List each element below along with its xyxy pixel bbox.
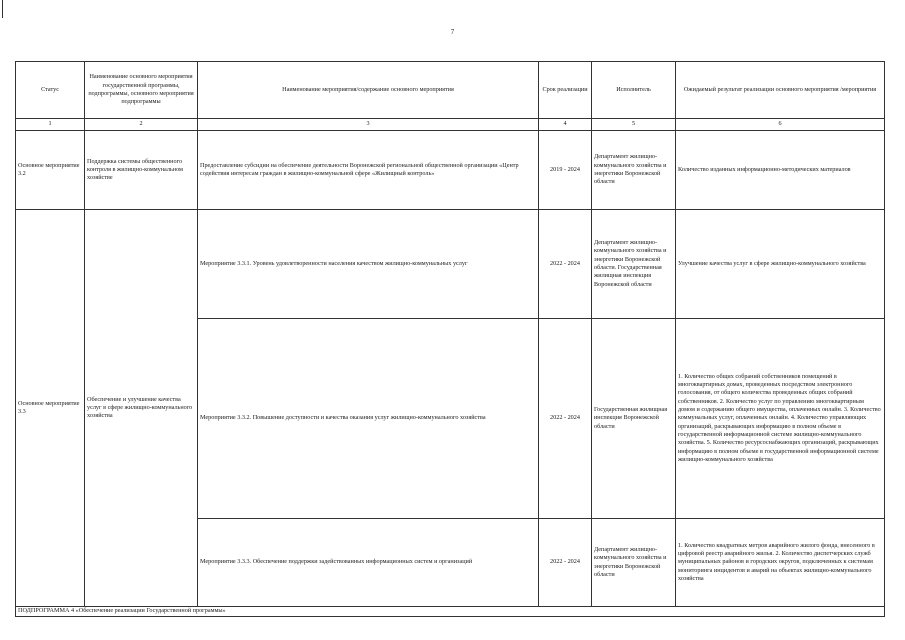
row-status: Основное мероприятие 3.2 [16, 131, 85, 210]
row-term: 2022 - 2024 [539, 210, 592, 319]
row-event: Предоставление субсидии на обеспечение деятельности Воронежской региональной общественной организации «Центр содействия интересам граждан в жилищно-коммунальной сфере «Жилищный контроль» [198, 131, 539, 210]
row-term: 2019 - 2024 [539, 131, 592, 210]
row-term: 2022 - 2024 [539, 319, 592, 519]
header-event-name: Наименование мероприятия/содержание основного мероприятия [198, 62, 539, 119]
row-term: 2022 - 2024 [539, 519, 592, 607]
header-executor: Исполнитель [592, 62, 676, 119]
column-number-row [16, 119, 885, 131]
group-program: Обеспечение и улучшение качества услуг в сфере жилищно-коммунального хозяйства [85, 210, 198, 607]
subprogram-title: ПОДПРОГРАММА 4 «Обеспечение реализации Государственной программы» [16, 607, 885, 617]
header-row [16, 62, 885, 119]
row-program: Поддержка системы общественного контроля в жилищно-коммунальном хозяйстве [85, 131, 198, 210]
activities-table [15, 61, 885, 617]
row-result: 1. Количество квадратных метров аварийного жилого фонда, внесенного в цифровой реестр аварийного жилья. 2. Количество диспетчерских служб муниципальных районов и городских округов, подключенных к системам мониторинга инцидентов и аварий на объектах жилищно-коммунального хозяйства [676, 519, 885, 607]
table-row [16, 210, 885, 319]
row-result: 1. Количество общих собраний собственников помещений в многоквартирных домах, проведенных посредством электронного голосования, от общего количества проведенных общих собраний собственников. 2. Количество услуг по управлению многоквартирным домом и содержанию общего имущества, оплаченных онлайн. 3. Количество коммунальных услуг, оплаченных онлайн. 4. Количество управляющих организаций, раскрывающих информацию в полном объеме в государственной информационной системе жилищно-коммунального хозяйства. 5. Количество ресурсоснабжающих организаций, раскрывающих информацию в полном объеме в государственной информационной системе жилищно-коммунального хозяйства [676, 319, 885, 519]
row-event: Мероприятие 3.3.2. Повышение доступности и качества оказания услуг жилищно-коммунального хозяйства [198, 319, 539, 519]
column-number: 2 [85, 119, 198, 131]
column-number: 5 [592, 119, 676, 131]
group-status: Основное мероприятие 3.3 [16, 210, 85, 607]
header-status: Статус [16, 62, 85, 119]
row-event: Мероприятие 3.3.1. Уровень удовлетворенности населения качеством жилищно-коммунальных услуг [198, 210, 539, 319]
page-number: 7 [450, 28, 455, 36]
row-event: Мероприятие 3.3.3. Обеспечение поддержки задействованных информационных систем и организаций [198, 519, 539, 607]
row-executor: Департамент жилищно-коммунального хозяйства и энергетики Воронежской области [592, 519, 676, 607]
row-executor: Государственная жилищная инспекция Воронежской области [592, 319, 676, 519]
header-program-name: Наименование основного мероприятия государственной программы, подпрограммы, основного мероприятия подпрограммы [85, 62, 198, 119]
column-number: 3 [198, 119, 539, 131]
header-result: Ожидаемый результат реализации основного мероприятия /мероприятия [676, 62, 885, 119]
header-deadline: Срок реализации [539, 62, 592, 119]
subprogram-row [16, 607, 885, 617]
row-result: Количество изданных информационно-методических материалов [676, 131, 885, 210]
row-executor: Департамент жилищно-коммунального хозяйства и энергетики Воронежской области [592, 131, 676, 210]
column-number: 6 [676, 119, 885, 131]
table-row [16, 131, 885, 210]
row-executor: Департамент жилищно-коммунального хозяйства и энергетики Воронежской области. Государственная жилищная инспекция Воронежской области [592, 210, 676, 319]
page-edge-mark [2, 0, 3, 18]
row-result: Улучшение качества услуг в сфере жилищно-коммунального хозяйства [676, 210, 885, 319]
column-number: 1 [16, 119, 85, 131]
column-number: 4 [539, 119, 592, 131]
